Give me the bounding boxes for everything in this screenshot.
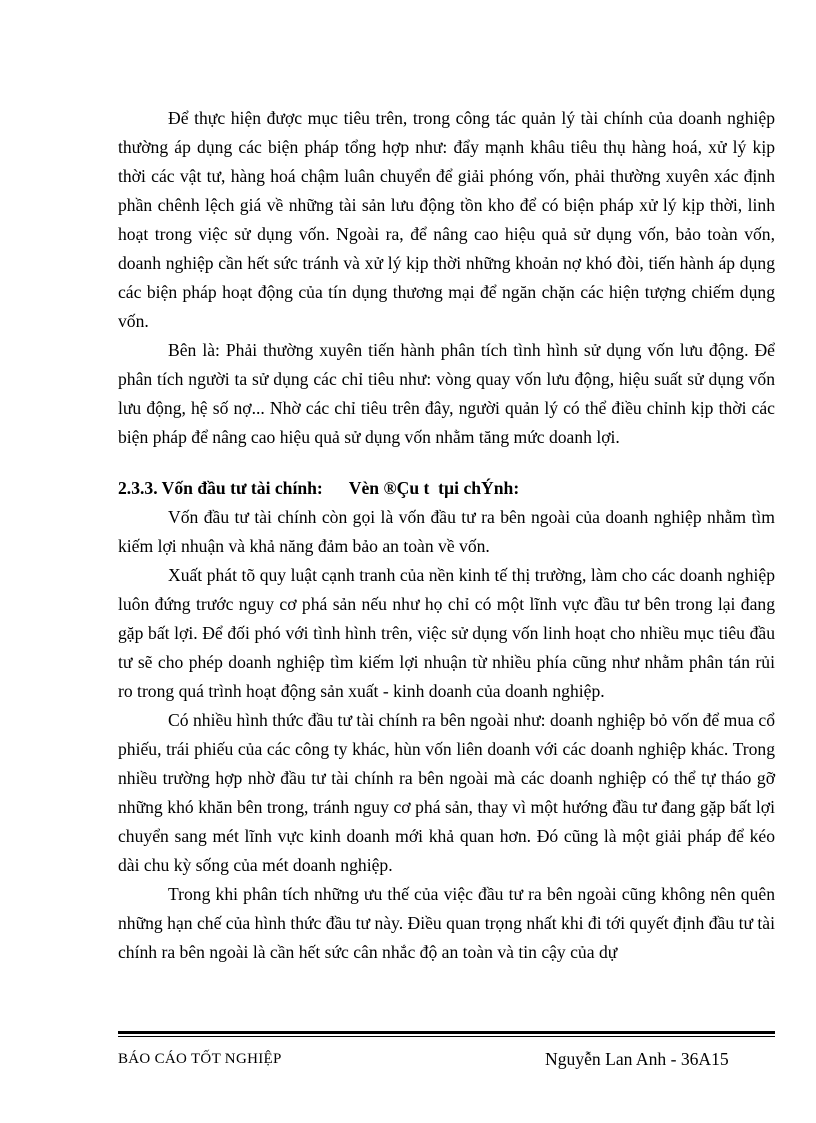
paragraph-investment-forms: Có nhiều hình thức đầu tư tài chính ra bên ngoài như: doanh nghiệp bỏ vốn để mua cổ phiếu, trái phiếu của các công ty khác, hùn vốn liên doanh với các doanh nghiệp khác. Trong nhiều trường hợp nhờ đầu tư tài chính ra bên ngoài mà các doanh nghiệp có thể tự tháo gỡ những khó khăn bên trong, tránh nguy cơ phá sản, thay vì một hướng đầu tư đang gặp bất lợi chuyển sang mét lĩnh vực kinh doanh mới khả quan hơn. Đó cũng là một giải pháp để kéo dài chu kỳ sống của mét doanh nghiệp. (118, 710, 775, 875)
footer-report-title: BÁO CÁO TỐT NGHIỆP (118, 1051, 282, 1067)
section-heading (118, 474, 775, 503)
paragraph-financial-management-measures: Để thực hiện được mục tiêu trên, trong công tác quản lý tài chính của doanh nghiệp thường áp dụng các biện pháp tổng hợp như: đẩy mạnh khâu tiêu thụ hàng hoá, xử lý kịp thời các vật tư, hàng hoá chậm luân chuyển để giải phóng vốn, phải thường xuyên xác định phần chênh lệch giá về những tài sản lưu động tồn kho để có biện pháp xử lý kịp thời, linh hoạt trong việc sử dụng vốn. Ngoài ra, để nâng cao hiệu quả sử dụng vốn, bảo toàn vốn, doanh nghiệp cần hết sức tránh và xử lý kịp thời những khoản nợ khó đòi, tiến hành áp dụng các biện pháp hoạt động của tín dụng thương mại để ngăn chặn các hiện tượng chiếm dụng vốn. (118, 108, 775, 331)
footer-rule-thin (118, 1036, 775, 1037)
paragraph-investment-capital-definition: Vốn đầu tư tài chính còn gọi là vốn đầu tư ra bên ngoài của doanh nghiệp nhằm tìm kiếm lợi nhuận và khả năng đảm bảo an toàn về vốn. (118, 507, 775, 556)
document-body (118, 104, 775, 967)
section-heading-title: 2.3.3. Vốn đầu tư tài chính: (118, 478, 323, 498)
footer-rule-thick (118, 1031, 775, 1034)
section-heading-garbled-text: Vèn ®Çu t tµi chÝnh: (348, 478, 520, 498)
paragraph-working-capital-analysis: Bên là: Phải thường xuyên tiến hành phân tích tình hình sử dụng vốn lưu động. Để phân tích người ta sử dụng các chỉ tiêu như: vòng quay vốn lưu động, hiệu suất sử dụng vốn lưu động, hệ số nợ... Nhờ các chỉ tiêu trên đây, người quản lý có thể điều chỉnh kịp thời các biện pháp để nâng cao hiệu quả sử dụng vốn nhằm tăng mức doanh lợi. (118, 340, 775, 447)
footer-author: Nguyễn Lan Anh - 36A15 (545, 1049, 729, 1069)
paragraph-competition-rationale: Xuất phát tõ quy luật cạnh tranh của nền kinh tế thị trường, làm cho các doanh nghiệp luôn đứng trước nguy cơ phá sản nếu như họ chỉ có một lĩnh vực đầu tư bên trong lại đang gặp bất lợi. Để đối phó với tình hình trên, việc sử dụng vốn linh hoạt cho nhiều mục tiêu đầu tư sẽ cho phép doanh nghiệp tìm kiếm lợi nhuận từ nhiều phía cũng như nhằm phân tán rủi ro trong quá trình hoạt động sản xuất - kinh doanh của doanh nghiệp. (118, 565, 775, 701)
paragraph-investment-limitations: Trong khi phân tích những ưu thế của việc đầu tư ra bên ngoài cũng không nên quên những hạn chế của hình thức đầu tư này. Điều quan trọng nhất khi đi tới quyết định đầu tư tài chính ra bên ngoài là cần hết sức cân nhắc độ an toàn và tin cậy của dự (118, 884, 775, 962)
